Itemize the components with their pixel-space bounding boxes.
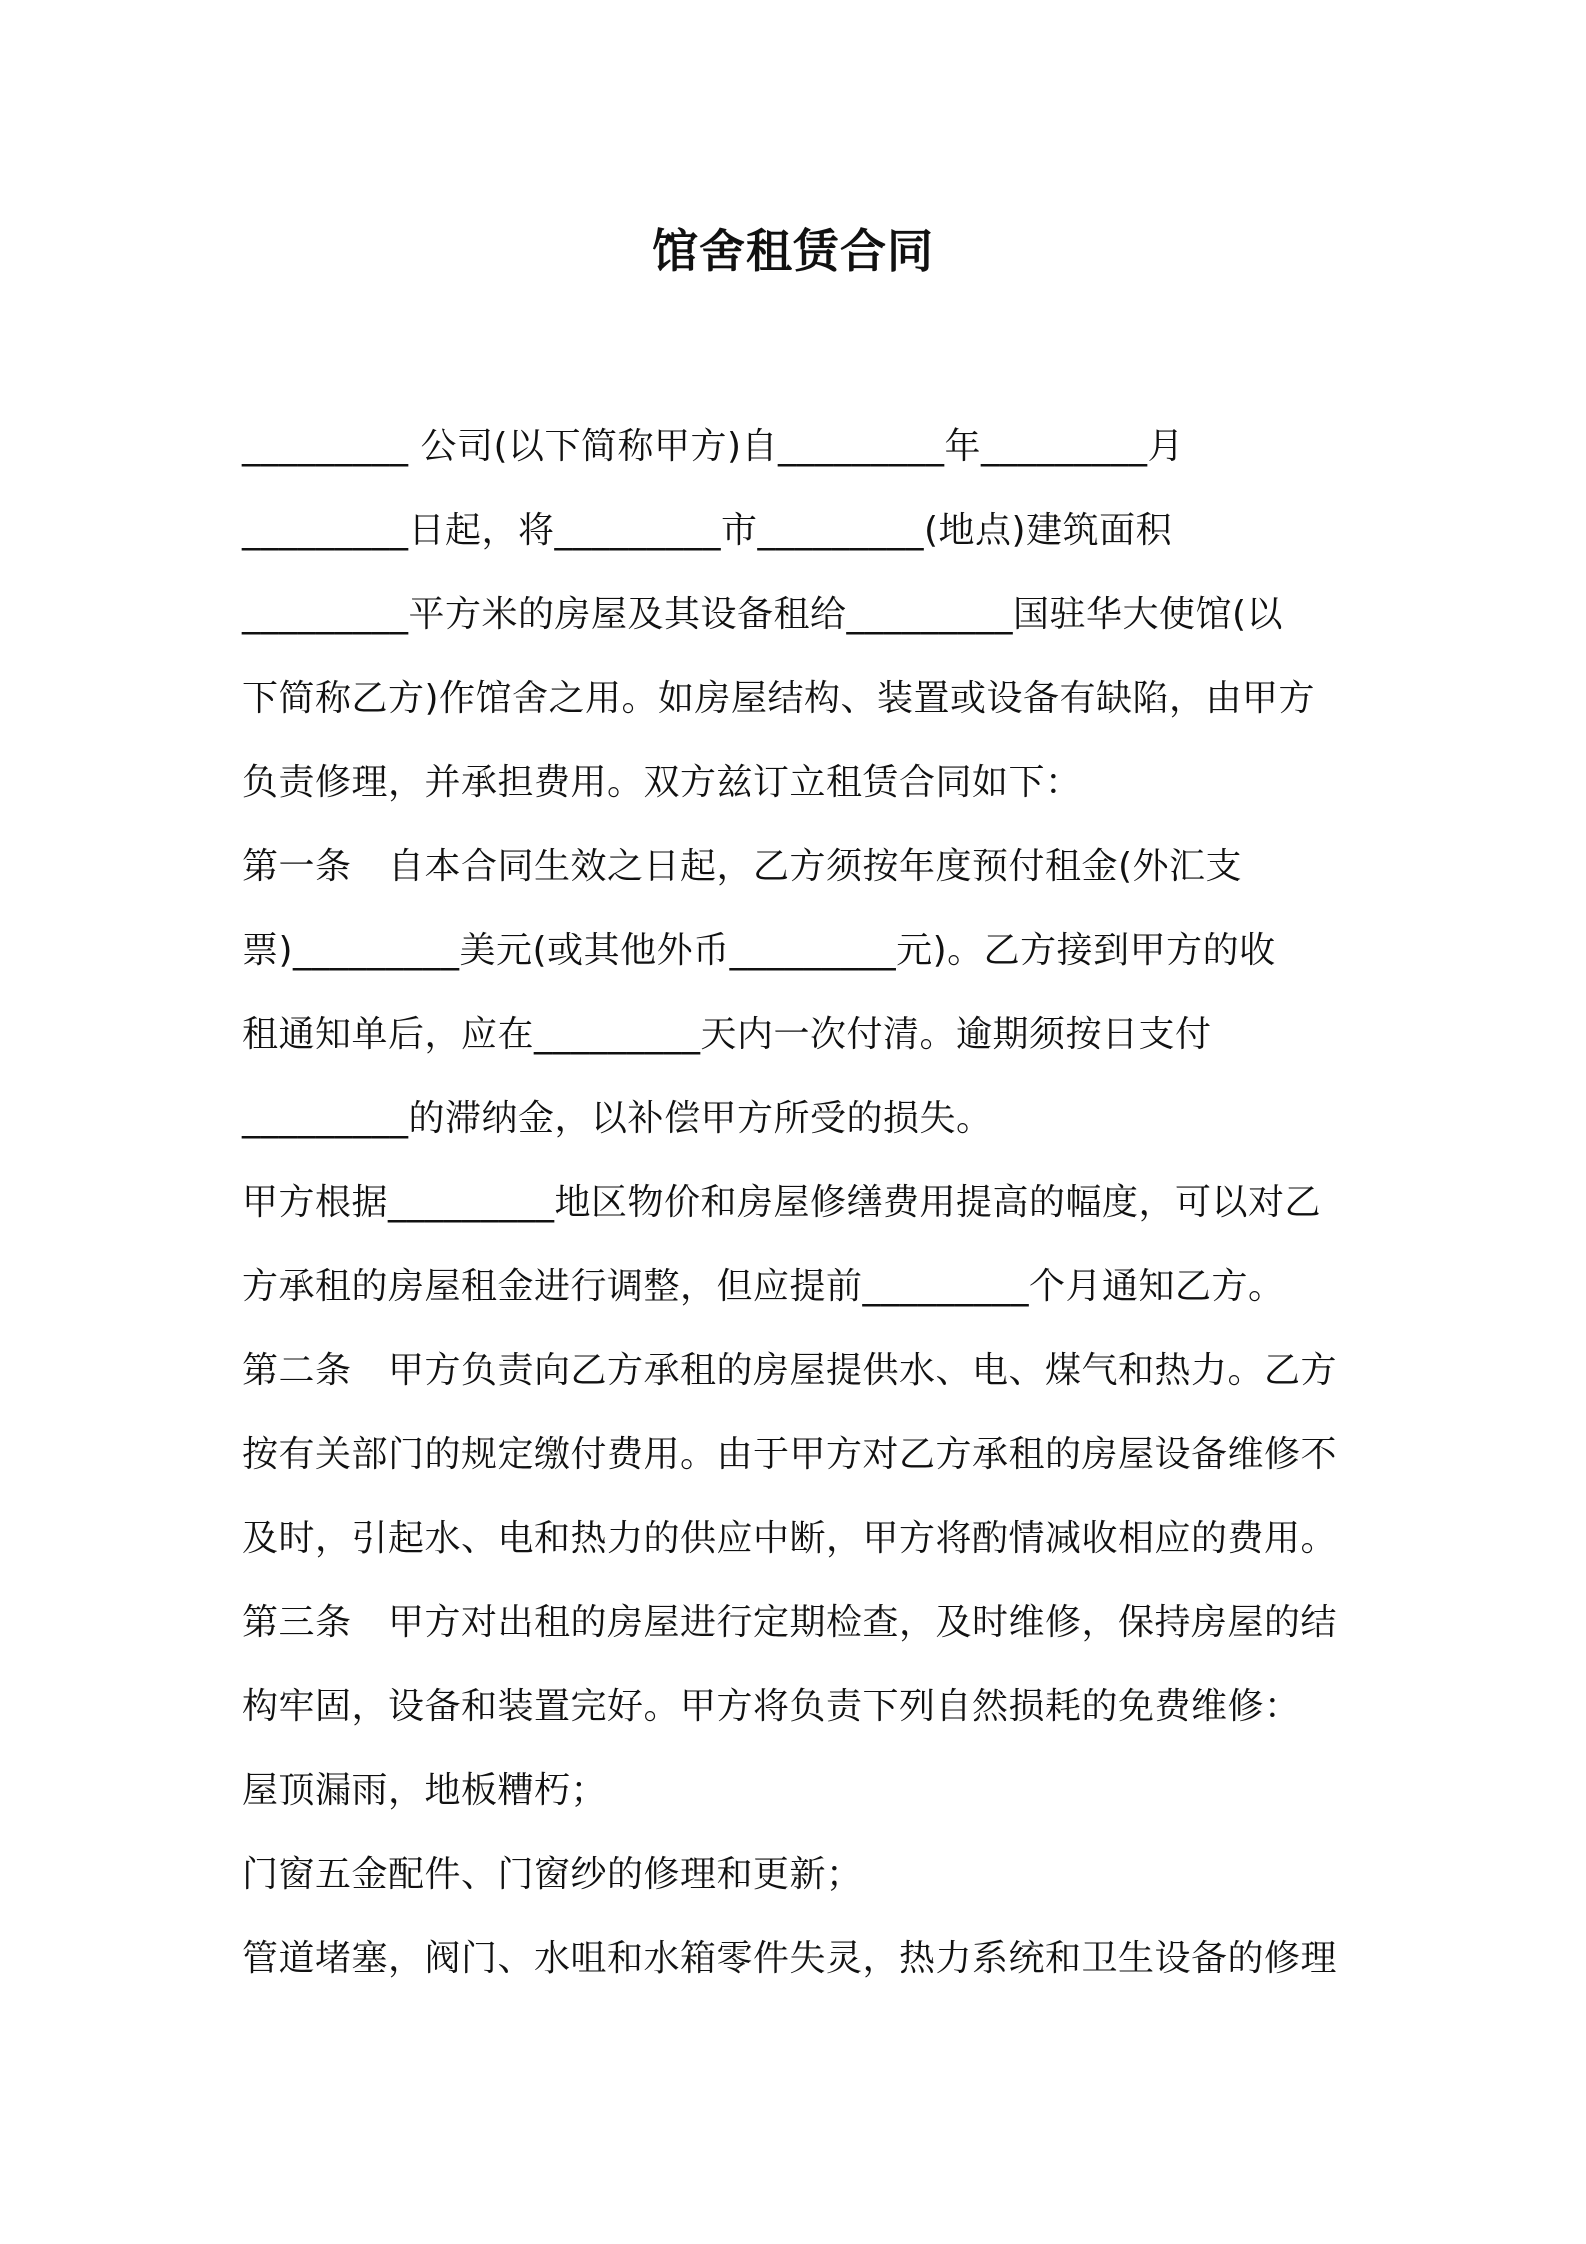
body-line: _________ 公司(以下简称甲方)自_________年_________月 — [242, 426, 1185, 467]
body-line: 票)_________美元(或其他外币_________元)。乙方接到甲方的收 — [242, 930, 1276, 971]
body-line: 下简称乙方)作馆舍之用。如房屋结构、装置或设备有缺陷，由甲方 — [242, 678, 1316, 719]
article-3-line: 第三条 甲方对出租的房屋进行定期检查，及时维修，保持房屋的结 — [242, 1602, 1338, 1643]
body-line: 方承租的房屋租金进行调整，但应提前_________个月通知乙方。 — [242, 1266, 1285, 1307]
body-line: _________日起，将_________市_________(地点)建筑面积 — [242, 510, 1173, 551]
body-line: 按有关部门的规定缴付费用。由于甲方对乙方承租的房屋设备维修不 — [242, 1434, 1338, 1475]
contract-body — [242, 405, 1362, 2001]
body-line: _________的滞纳金，以补偿甲方所受的损失。 — [242, 1098, 993, 1139]
body-line: 甲方根据_________地区物价和房屋修缮费用提高的幅度，可以对乙 — [242, 1182, 1322, 1223]
body-line: 负责修理，并承担费用。双方兹订立租赁合同如下： — [242, 762, 1082, 803]
list-item: 屋顶漏雨，地板糟朽； — [242, 1770, 608, 1811]
body-line: 构牢固，设备和装置完好。甲方将负责下列自然损耗的免费维修： — [242, 1686, 1301, 1727]
body-line: 及时，引起水、电和热力的供应中断，甲方将酌情减收相应的费用。 — [242, 1518, 1338, 1559]
list-item: 管道堵塞，阀门、水咀和水箱零件失灵，热力系统和卫生设备的修理 — [242, 1938, 1338, 1979]
body-line: _________平方米的房屋及其设备租给_________国驻华大使馆(以 — [242, 594, 1284, 635]
article-2-line: 第二条 甲方负责向乙方承租的房屋提供水、电、煤气和热力。乙方 — [242, 1350, 1338, 1391]
document-title: 馆舍租赁合同 — [652, 224, 934, 278]
body-line: 租通知单后，应在_________天内一次付清。逾期须按日支付 — [242, 1014, 1212, 1055]
list-item: 门窗五金配件、门窗纱的修理和更新； — [242, 1854, 863, 1895]
article-1-line: 第一条 自本合同生效之日起，乙方须按年度预付租金(外汇支 — [242, 846, 1243, 887]
